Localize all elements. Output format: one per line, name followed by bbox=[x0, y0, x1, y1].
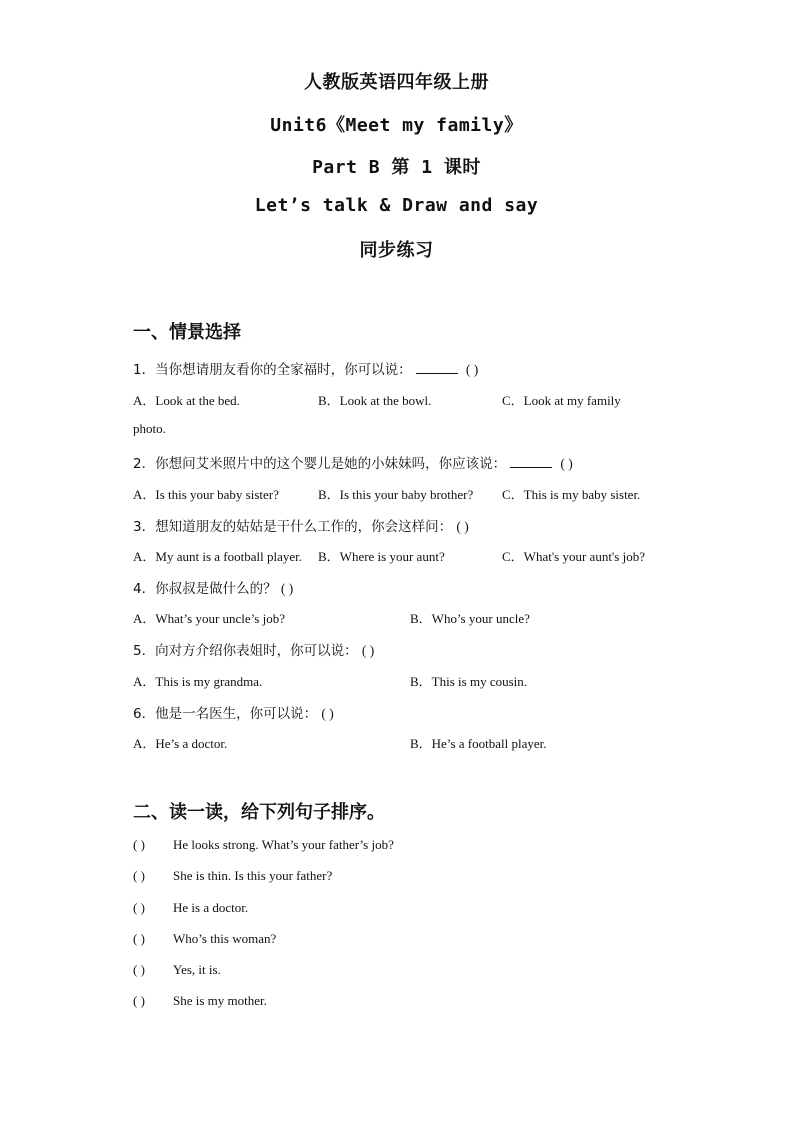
answer-paren: ( ) bbox=[133, 993, 145, 1008]
list-item bbox=[133, 962, 221, 978]
question-text: 5．向对方介绍你表姐时，你可以说： bbox=[133, 643, 358, 659]
answer-paren: ( ) bbox=[280, 581, 294, 596]
question-stem bbox=[133, 358, 478, 378]
answer-paren: ( ) bbox=[456, 519, 469, 534]
section-title-1: 一、情景选择 bbox=[133, 322, 241, 343]
option-b: B．Look at the bowl. bbox=[318, 393, 432, 408]
option-c: C．What's your aunt's job? bbox=[502, 549, 645, 564]
option-b: B．Where is your aunt? bbox=[318, 549, 445, 564]
option-a: A．This is my grandma. bbox=[133, 674, 263, 689]
sentence-text: She is my mother. bbox=[173, 993, 267, 1008]
sentence-text: Yes, it is. bbox=[173, 962, 221, 977]
option-continuation: photo. bbox=[133, 421, 166, 436]
list-item bbox=[133, 931, 276, 947]
answer-paren: ( ) bbox=[133, 868, 145, 883]
answer-paren: ( ) bbox=[133, 900, 145, 915]
answer-paren: ( ) bbox=[361, 643, 375, 658]
answer-paren: ( ) bbox=[465, 362, 479, 377]
sentence-text: She is thin. Is this your father? bbox=[173, 868, 333, 883]
list-item bbox=[133, 900, 248, 916]
option-a: A．My aunt is a football player. bbox=[133, 549, 302, 564]
answer-paren: ( ) bbox=[133, 962, 145, 977]
answer-paren: ( ) bbox=[133, 931, 145, 946]
answer-paren: ( ) bbox=[560, 456, 573, 471]
list-item bbox=[133, 837, 394, 853]
question-text: 3．想知道朋友的姑姑是干什么工作的，你会这样问： bbox=[133, 519, 453, 535]
list-item bbox=[133, 868, 332, 884]
option-c: C．Look at my family bbox=[502, 393, 621, 408]
option-b: B．He’s a football player. bbox=[410, 736, 547, 751]
question-text: 6．他是一名医生，你可以说： bbox=[133, 706, 318, 722]
header-subtitle: 同步练习 bbox=[359, 240, 434, 261]
question-stem bbox=[133, 452, 573, 472]
answer-blank bbox=[510, 455, 552, 468]
question-stem bbox=[133, 577, 293, 597]
question-stem bbox=[133, 515, 469, 535]
question-text: 2．你想问艾米照片中的这个婴儿是她的小妹妹吗，你应该说： bbox=[133, 456, 507, 472]
answer-blank bbox=[416, 361, 458, 374]
question-stem bbox=[133, 639, 374, 659]
option-a: A．He’s a doctor. bbox=[133, 736, 228, 751]
option-a: A．Is this your baby sister? bbox=[133, 487, 279, 502]
option-b: B．Who’s your uncle? bbox=[410, 611, 530, 626]
section-title-2: 二、读一读，给下列句子排序。 bbox=[133, 802, 385, 823]
answer-paren: ( ) bbox=[133, 837, 145, 852]
header-title: 人教版英语四年级上册 bbox=[304, 72, 489, 93]
list-item bbox=[133, 993, 267, 1009]
option-b: B．This is my cousin. bbox=[410, 674, 528, 689]
question-text: 4．你叔叔是做什么的？ bbox=[133, 581, 277, 597]
sentence-text: Who’s this woman? bbox=[173, 931, 277, 946]
header-part: Part B 第 1 课时 bbox=[312, 157, 481, 178]
sentence-text: He is a doctor. bbox=[173, 900, 249, 915]
header-unit: Unit6《Meet my family》 bbox=[270, 115, 523, 136]
header-lesson: Let’s talk & Draw and say bbox=[254, 195, 539, 216]
answer-paren: ( ) bbox=[321, 706, 334, 721]
question-stem bbox=[133, 702, 334, 722]
option-a: A．Look at the bed. bbox=[133, 393, 240, 408]
option-b: B．Is this your baby brother? bbox=[318, 487, 474, 502]
question-text: 1．当你想请朋友看你的全家福时，你可以说： bbox=[133, 362, 412, 378]
option-c: C．This is my baby sister. bbox=[502, 487, 641, 502]
option-a: A．What’s your uncle’s job? bbox=[133, 611, 285, 626]
sentence-text: He looks strong. What’s your father’s job? bbox=[173, 837, 394, 852]
